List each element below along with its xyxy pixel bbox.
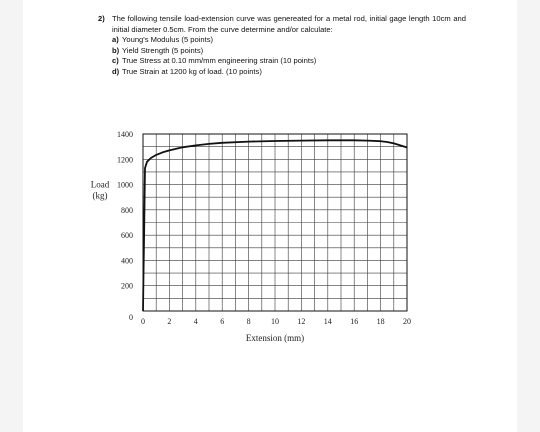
y-axis-label-line: (kg) [92, 190, 108, 201]
item-text: True Stress at 0.10 mm/mm engineering strain (10 points) [122, 56, 317, 66]
item-text: Yield Strength (5 points) [122, 45, 204, 55]
y-tick-label: 800 [121, 205, 133, 215]
y-tick-label: 1400 [117, 130, 133, 139]
x-tick-label: 16 [350, 317, 359, 326]
item-text: Young's Modulus (5 points) [122, 35, 214, 45]
x-tick-label: 0 [141, 317, 145, 326]
y-tick-label: 1200 [117, 155, 133, 165]
item-label: a) [112, 35, 119, 45]
item-label: c) [112, 56, 119, 66]
x-tick-label: 20 [403, 317, 411, 326]
y-axis-label-line: Load [90, 179, 110, 190]
x-tick-label: 8 [246, 317, 251, 326]
x-tick-label: 18 [376, 317, 385, 326]
item-text: True Strain at 1200 kg of load. (10 points) [122, 66, 262, 76]
x-tick-label: 10 [271, 317, 279, 326]
item-label: d) [112, 66, 120, 76]
y-tick-label: 0 [129, 313, 133, 322]
y-tick-label: 1000 [117, 180, 133, 190]
x-tick-label: 14 [323, 317, 332, 326]
y-tick-label: 600 [121, 231, 133, 241]
y-tick-label: 200 [121, 281, 133, 291]
y-tick-label: 400 [121, 256, 133, 266]
x-tick-label: 12 [297, 317, 306, 326]
y-axis-label [91, 180, 110, 201]
x-tick-label: 2 [167, 317, 172, 326]
x-axis-label: Extension (mm) [245, 333, 305, 343]
question-number: 2) [98, 14, 105, 23]
x-tick-label: 6 [220, 317, 225, 326]
question-text: The following tensile load-extension curve was genereated for a metal rod, initial gage length 10cm and initial diameter 0.5cm. From the curve determine and/or calculate: [112, 14, 466, 34]
item-label: b) [112, 45, 120, 55]
x-tick-label: 4 [193, 317, 198, 326]
